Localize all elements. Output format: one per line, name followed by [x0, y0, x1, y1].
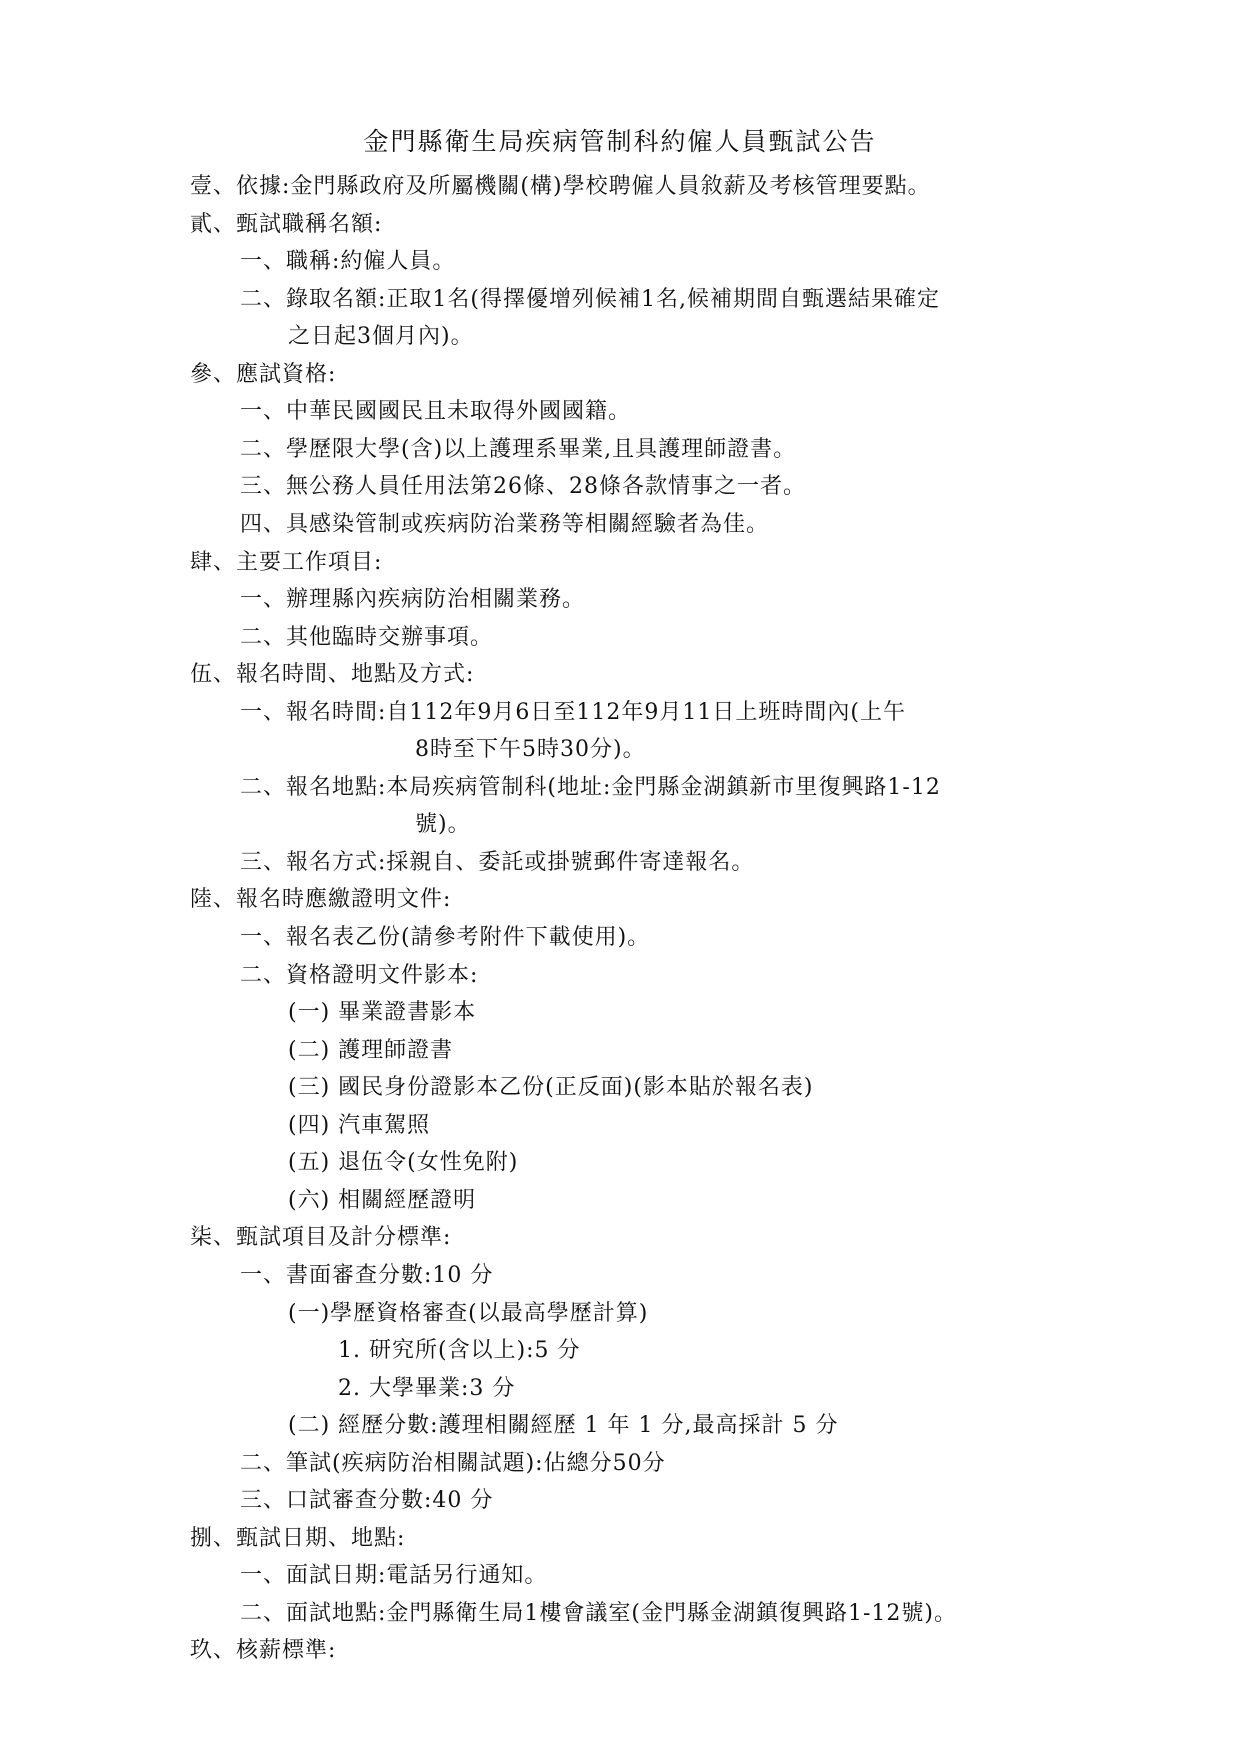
- text-line-sub: 二、筆試(疾病防治相關試題):佔總分50分: [240, 1450, 666, 1476]
- text-line-sub: 二、面試地點:金門縣衛生局1樓會議室(金門縣金湖鎮復興路1-12號)。: [240, 1600, 958, 1626]
- text-line-hang: 8時至下午5時30分)。: [415, 737, 646, 763]
- text-line-hang: 號)。: [415, 812, 471, 838]
- text-line-sub: 一、面試日期:電話另行通知。: [240, 1563, 548, 1589]
- text-line-paren: (一)學歷資格審查(以最高學歷計算): [288, 1300, 649, 1326]
- text-line-paren: (三) 國民身份證影本乙份(正反面)(影本貼於報名表): [288, 1075, 814, 1101]
- text-line-sub: 二、報名地點:本局疾病管制科(地址:金門縣金湖鎮新市里復興路1-12: [240, 774, 941, 800]
- text-line-sub: 三、無公務人員任用法第26條、28條各款情事之一者。: [240, 474, 806, 500]
- text-line-sub: 一、辦理縣內疾病防治相關業務。: [240, 587, 586, 612]
- text-line-paren: (六) 相關經歷證明: [288, 1187, 477, 1213]
- text-line-sub: 三、報名方式:採親自、委託或掛號郵件寄達報名。: [240, 849, 755, 875]
- text-line-head: 陸、報名時應繳證明文件:: [190, 887, 452, 913]
- text-line-sub: 三、口試審查分數:40 分: [240, 1488, 494, 1514]
- text-line-head: 肆、主要工作項目:: [190, 549, 383, 575]
- text-line-paren: (一) 畢業證書影本: [288, 1000, 477, 1026]
- text-line-head: 伍、報名時間、地點及方式:: [190, 662, 475, 688]
- text-line-sub: 一、中華民國國民且未取得外國國籍。: [240, 399, 632, 425]
- text-line-num: 2. 大學畢業:3 分: [338, 1375, 516, 1401]
- text-line-head: 玖、核薪標準:: [190, 1638, 337, 1664]
- text-line-paren: (四) 汽車駕照: [288, 1112, 431, 1138]
- text-line-head: 貳、甄試職稱名額:: [190, 211, 383, 237]
- text-line-sub: 二、錄取名額:正取1名(得擇優增列候補1名,候補期間自甄選結果確定: [240, 286, 940, 312]
- document-title: 金門縣衛生局疾病管制科約僱人員甄試公告: [363, 127, 877, 156]
- text-line-sub: 一、報名時間:自112年9月6日至112年9月11日上班時間內(上午: [240, 699, 906, 725]
- text-line-sub: 一、職稱:約僱人員。: [240, 249, 456, 275]
- text-line-paren: (二) 經歷分數:護理相關經歷 1 年 1 分,最高採計 5 分: [288, 1413, 839, 1439]
- text-line-sub: 二、資格證明文件影本:: [240, 962, 479, 988]
- text-line-head: 壹、依據:金門縣政府及所屬機關(構)學校聘僱人員敘薪及考核管理要點。: [190, 174, 931, 199]
- text-line-head: 柒、甄試項目及計分標準:: [190, 1225, 452, 1251]
- text-line-sub: 一、報名表乙份(請參考附件下載使用)。: [240, 925, 651, 950]
- text-line-paren: (五) 退伍令(女性免附): [288, 1150, 519, 1176]
- text-line-head: 參、應試資格:: [190, 361, 337, 387]
- text-line-paren: (二) 護理師證書: [288, 1037, 454, 1063]
- text-line-head: 捌、甄試日期、地點:: [190, 1525, 406, 1551]
- text-line-sub: 一、書面審查分數:10 分: [240, 1262, 494, 1288]
- text-line-num: 1. 研究所(含以上):5 分: [338, 1338, 581, 1363]
- text-line-sub: 四、具感染管制或疾病防治業務等相關經驗者為佳。: [240, 511, 770, 537]
- text-line-sub: 二、其他臨時交辦事項。: [240, 624, 494, 650]
- text-line-cont: 之日起3個月內)。: [288, 324, 474, 350]
- text-line-sub: 二、學歷限大學(含)以上護理系畢業,且具護理師證書。: [240, 436, 797, 462]
